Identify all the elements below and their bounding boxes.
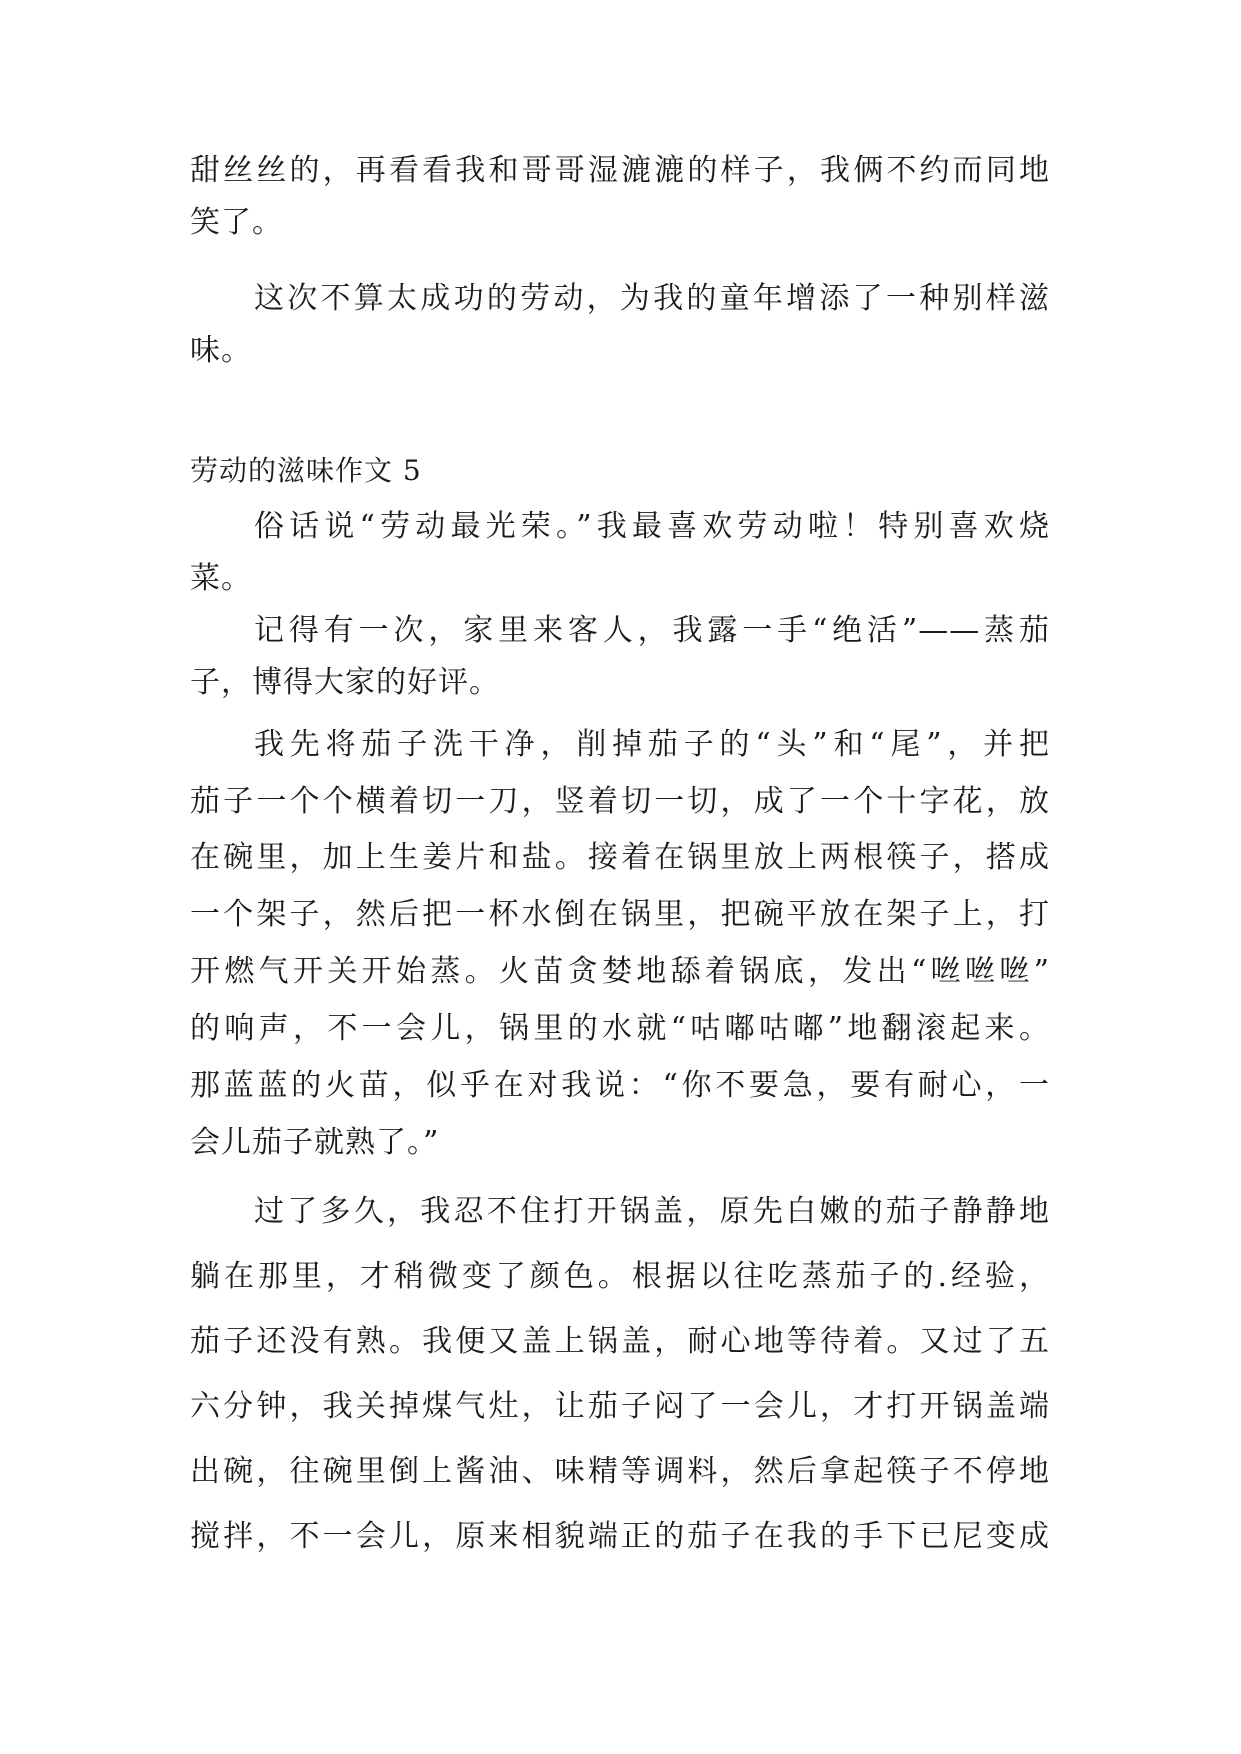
paragraph-line: 我先将茄子洗干净，削掉茄子的“头”和“尾”，并把 [254,727,1050,762]
paragraph-line: 俗话说“劳动最光荣。”我最喜欢劳动啦！特别喜欢烧 [254,509,1050,544]
paragraph-line: 的响声，不一会儿，锅里的水就“咕嘟咕嘟”地翻滚起来。 [190,1011,1050,1046]
paragraph-line: 这次不算太成功的劳动，为我的童年增添了一种别样滋 [254,281,1050,316]
paragraph-line: 味。 [190,333,252,368]
paragraph-line: 开燃气开关开始蒸。火苗贪婪地舔着锅底，发出“咝咝咝” [190,954,1050,989]
paragraph-line: 会儿茄子就熟了。” [190,1125,440,1160]
paragraph-line: 菜。 [190,561,252,596]
paragraph-line: 躺在那里，才稍微变了颜色。根据以往吃蒸茄子的.经验， [190,1259,1050,1294]
paragraph-line: 一个架子，然后把一杯水倒在锅里，把碗平放在架子上，打 [190,897,1050,932]
paragraph-line: 茄子一个个横着切一刀，竖着切一切，成了一个十字花，放 [190,784,1050,819]
paragraph-line: 搅拌，不一会儿，原来相貌端正的茄子在我的手下已尼变成 [190,1519,1050,1554]
paragraph-line: 甜丝丝的，再看看我和哥哥湿漉漉的样子，我俩不约而同地 [190,153,1050,188]
paragraph-line: 茄子还没有熟。我便又盖上锅盖，耐心地等待着。又过了五 [190,1324,1050,1359]
paragraph-line: 过了多久，我忍不住打开锅盖，原先白嫩的茄子静静地 [254,1194,1050,1229]
paragraph-line: 在碗里，加上生姜片和盐。接着在锅里放上两根筷子，搭成 [190,840,1050,875]
paragraph-line: 笑了。 [190,205,283,240]
paragraph-line: 记得有一次，家里来客人，我露一手“绝活”——蒸茄 [254,613,1050,648]
paragraph-line: 出碗，往碗里倒上酱油、味精等调料，然后拿起筷子不停地 [190,1454,1050,1489]
paragraph-line: 六分钟，我关掉煤气灶，让茄子闷了一会儿，才打开锅盖端 [190,1389,1050,1424]
paragraph-line: 那蓝蓝的火苗，似乎在对我说：“你不要急，要有耐心，一 [190,1068,1050,1103]
section-heading: 劳动的滋味作文 5 [190,454,422,487]
paragraph-line: 子，博得大家的好评。 [190,665,500,700]
